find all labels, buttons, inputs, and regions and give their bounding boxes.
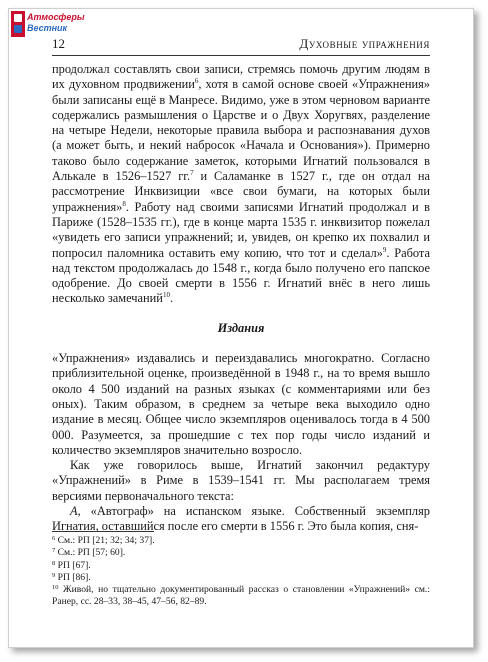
footnote-item bbox=[52, 584, 430, 609]
main-text bbox=[52, 62, 430, 535]
footnote-number: 10 bbox=[52, 584, 59, 592]
section-heading: Издания bbox=[217, 320, 265, 335]
footnote-ref: 7 bbox=[190, 169, 194, 178]
footnote-number: 7 bbox=[52, 547, 56, 555]
footnotes bbox=[52, 535, 430, 609]
logo-line-1: Атмосферы bbox=[27, 12, 85, 22]
footnote-text: Живой, но тщательно документированный рассказ о становлении «Упражнений» см.: Ранер, сс. 28–33, 38–45, 47–56, 82–89. bbox=[52, 584, 430, 608]
footnote-item bbox=[52, 535, 430, 547]
text-run: , «Автограф» на испанском языке. Собственный экземпляр Игнатия, оставшийся после его смерти в 1556 г. Это была копия, сня- bbox=[52, 504, 430, 534]
page-number: 12 bbox=[52, 36, 65, 51]
footnote-ref: 9 bbox=[382, 245, 387, 254]
logo-badge-icon bbox=[11, 11, 25, 37]
text-run: . bbox=[169, 291, 174, 306]
footnote-item bbox=[52, 572, 430, 584]
running-head: Духовные упражнения bbox=[299, 36, 430, 51]
footnote-number: 9 bbox=[52, 571, 56, 579]
italic-text: А bbox=[70, 504, 78, 519]
page-header bbox=[52, 36, 430, 52]
footnote-number: 6 bbox=[52, 535, 56, 542]
text-run: «Упражнения» издавались и переиздавались многократно. Согласно приблизительной оценке, произведённой в 1948 г., на то время вышло около 4 500 изданий на разных языках (с комментариями или без оных). Таким образом, в среднем за четыре века выходило одно издание в месяц. Общее число экземпляров оценивалось тогда в 4 500 000. Разумеется, за прошедшие с тех пор годы число изданий и количество экземпляров значительно возросло. bbox=[52, 351, 430, 457]
footnote-text: РП [67]. bbox=[55, 559, 91, 571]
footnote-ref: 8 bbox=[122, 199, 126, 208]
footnote-text: См.: РП [57; 60]. bbox=[55, 547, 126, 559]
footnote-text: См.: РП [21; 32; 34; 37]. bbox=[55, 535, 155, 546]
body-paragraph bbox=[52, 62, 430, 307]
text-run: продолжал составлять свои записи, стремясь помочь другим людям в их духовном продвижении bbox=[52, 62, 430, 92]
body-paragraph bbox=[52, 351, 430, 458]
footnote-ref: 10 bbox=[162, 291, 170, 300]
text-run: , хотя в самой основе своей «Упражнения» были записаны ещё в Манресе. Видимо, уже в этом черновом варианте содержались размышления о Царстве и о Двух Хоругвях, разделение на четыре Недели, некоторые правила выбора и распознавания духов (а может быть, и некий набросок «Начала и Основания»). Примерно таково было содержание заметок, которыми Игнатий пользовался в Алькале в 1526–1527 гг. bbox=[52, 77, 430, 184]
footnote-number: 8 bbox=[52, 559, 56, 567]
text-run: Как уже говорилось выше, Игнатий закончил редактуру «Упражнений» в Риме в 1539–1541 гг. Мы располагаем тремя версиями первоначального текста: bbox=[52, 458, 430, 503]
logo-line-2: Вестник bbox=[27, 23, 68, 33]
footnote-item bbox=[52, 560, 430, 572]
text-run: . Работу над своими записями Игнатий продолжал и в Париже (1528–1535 гг.), где в конце марта 1535 г. инквизитор пожелал «увидеть его записи упражнений; и, увидев, он крепко их похвалил и попросил паломника оставить ему копию, что тот и сделал» bbox=[52, 199, 430, 260]
text-run: . Работа над текстом продолжалась до 1548 г., когда было получено его папское одобрение. До своей смерти в 1556 г. Игнатий внёс в него лишь несколько замечаний bbox=[52, 245, 430, 306]
footnote-text: РП [86]. bbox=[55, 571, 91, 583]
header-rule bbox=[52, 55, 430, 56]
footnote-ref: 6 bbox=[194, 77, 199, 86]
publisher-logo bbox=[11, 11, 85, 39]
footnote-rule bbox=[52, 531, 154, 532]
text-run: и Саламанке в 1527 г., где он отдал на рассмотрение Инквизиции «все свои бумаги, на которых были упражнения» bbox=[52, 169, 431, 214]
body-paragraph bbox=[52, 458, 430, 504]
footnote-item bbox=[52, 547, 430, 559]
